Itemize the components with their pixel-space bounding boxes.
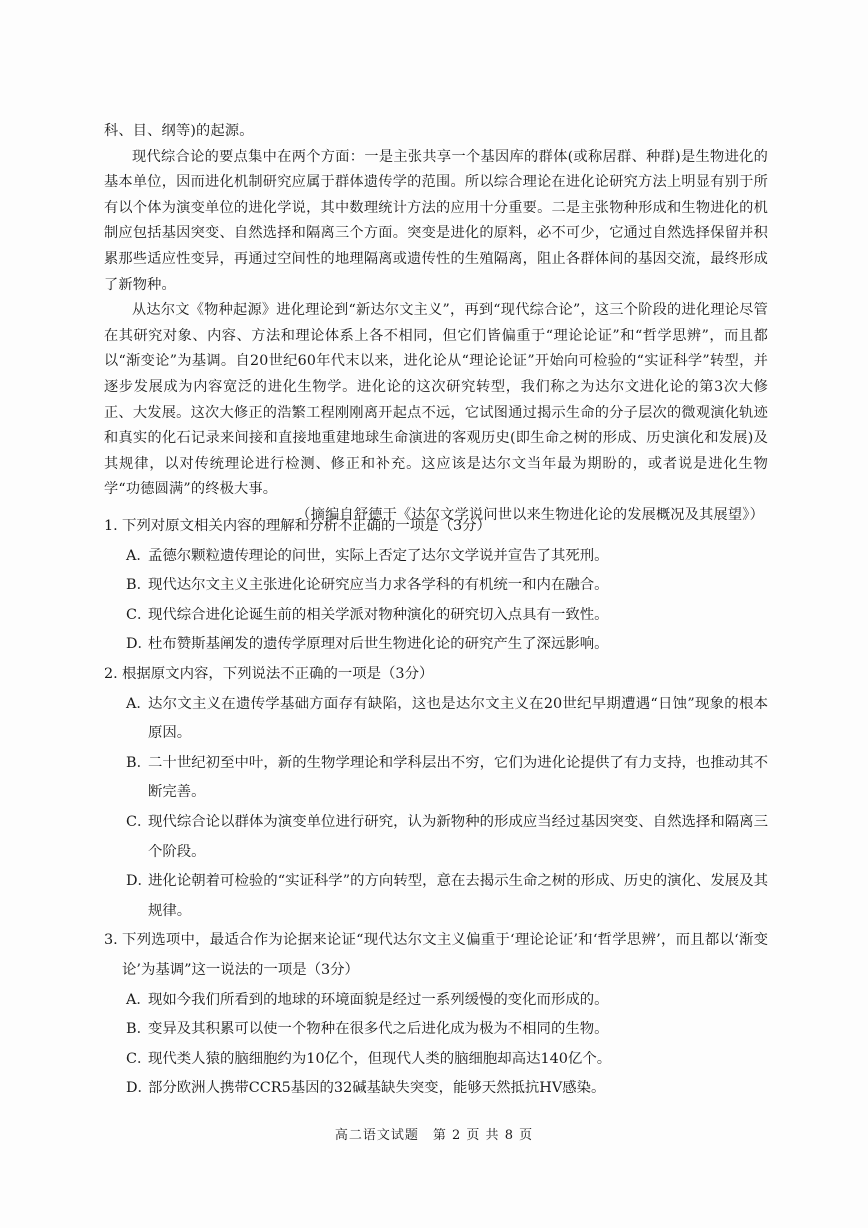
- question-number: 3.: [104, 932, 118, 949]
- option-letter: D．: [126, 1080, 152, 1097]
- option-text: 部分欧洲人携带CCR5基因的32碱基缺失突变，能够天然抵抗HV感染。: [148, 1080, 606, 1097]
- option-text: 进化论朝着可检验的“实证科学”的方向转型，意在去揭示生命之树的形成、历史的演化、发展及其规律。: [148, 873, 768, 919]
- question-stem: [104, 926, 768, 985]
- option-letter: D．: [126, 873, 152, 890]
- question-2: [104, 660, 768, 926]
- passage-paragraph: 从达尔文《物种起源》进化理论到“新达尔文主义”，再到“现代综合论”，这三个阶段的进化理论尽管在其研究对象、内容、方法和理论体系上各不相同，但它们皆偏重于“理论论证”和“哲学思辨”，而且都以“渐变论”为基调。自20世纪60年代末以来，进化论从“理论论证”开始向可检验的“实证科学”转型，并逐步发展成为内容宽泛的进化生物学。进化论的这次研究转型，我们称之为达尔文进化论的第3次大修正、大发展。这次大修正的浩繁工程刚刚离开起点不远，它试图通过揭示生命的分子层次的微观演化轨迹和真实的化石记录来间接和直接地重建地球生命演进的客观历史(即生命之树的形成、历史演化和发展)及其规律，以对传统理论进行检测、修正和补充。这应该是达尔文当年最为期盼的，或者说是进化生物学“功德圆满”的终极大事。: [104, 302, 768, 498]
- option-letter: A．: [126, 695, 151, 712]
- option-text: 现代类人猿的脑细胞约为10亿个，但现代人类的脑细胞却高达140亿个。: [148, 1050, 612, 1067]
- question-stem: [104, 660, 768, 690]
- passage-paragraph: 科、目、纲等)的起源。: [104, 123, 254, 139]
- option-b: [104, 1015, 768, 1045]
- question-1: [104, 512, 768, 660]
- option-letter: B．: [126, 754, 151, 771]
- option-d: [104, 630, 768, 660]
- option-text: 变异及其积累可以使一个物种在很多代之后进化成为极为不相同的生物。: [148, 1021, 609, 1038]
- option-d: [104, 1074, 768, 1104]
- option-letter: A．: [126, 547, 151, 564]
- question-text: 下列选项中，最适合作为论据来论证“现代达尔文主义偏重于‘理论论证’和‘哲学思辨’，而且都以‘渐变论’为基调”这一说法的一项是（3分）: [122, 932, 768, 978]
- page-footer: 高二语文试题 第 2 页 共 8 页: [334, 1128, 534, 1143]
- option-a: [104, 986, 768, 1016]
- passage-paragraph: 现代综合论的要点集中在两个方面：一是主张共享一个基因库的群体(或称居群、种群)是生物进化的基本单位，因而进化机制研究应属于群体遗传学的范围。所以综合理论在进化论研究方法上明显有别于所有以个体为演变单位的进化学说，其中数理统计方法的应用十分重要。二是主张物种形成和生物进化的机制应包括基因突变、自然选择和隔离三个方面。突变是进化的原料，必不可少，它通过自然选择保留并积累那些适应性变异，再通过空间性的地理隔离或遗传性的生殖隔离，阻止各群体间的基因交流，最终形成了新物种。: [104, 148, 768, 293]
- option-text: 二十世纪初至中叶，新的生物学理论和学科层出不穷，它们为进化论提供了有力支持，也推动其不断完善。: [148, 754, 768, 801]
- question-list: [104, 512, 768, 1104]
- question-number: 2.: [104, 665, 118, 682]
- option-d: [104, 867, 768, 926]
- question-text: 根据原文内容，下列说法不正确的一项是（3分）: [122, 665, 434, 682]
- option-a: [104, 542, 768, 572]
- option-c: [104, 601, 768, 631]
- question-3: [104, 926, 768, 1104]
- option-b: [104, 571, 768, 601]
- option-text: 现代综合进化论诞生前的相关学派对物种演化的研究切入点具有一致性。: [148, 606, 609, 623]
- question-text: 下列对原文相关内容的理解和分析不正确的一项是（3分）: [122, 518, 491, 534]
- option-letter: C．: [126, 606, 152, 623]
- option-a: [104, 690, 768, 749]
- question-number: 1.: [104, 518, 118, 534]
- option-letter: B．: [126, 577, 151, 594]
- question-stem: [104, 512, 768, 542]
- option-text: 现如今我们所看到的地球的环境面貌是经过一系列缓慢的变化而形成的。: [148, 991, 609, 1008]
- option-letter: D．: [126, 636, 152, 653]
- option-letter: C．: [126, 813, 152, 830]
- option-text: 孟德尔颗粒遗传理论的问世，实际上否定了达尔文学说并宣告了其死刑。: [148, 547, 609, 564]
- option-text: 现代达尔文主义主张进化论研究应当力求各学科的有机统一和内在融合。: [148, 577, 609, 594]
- option-letter: C．: [126, 1050, 152, 1067]
- option-text: 达尔文主义在遗传学基础方面存有缺陷，这也是达尔文主义在20世纪早期遭遇“日蚀”现象的根本原因。: [148, 695, 768, 742]
- option-text: 杜布赞斯基阐发的遗传学原理对后世生物进化论的研究产生了深远影响。: [148, 636, 609, 653]
- option-letter: B．: [126, 1021, 151, 1038]
- reading-passage: [104, 119, 768, 529]
- option-letter: A．: [126, 991, 151, 1008]
- option-text: 现代综合论以群体为演变单位进行研究，认为新物种的形成应当经过基因突变、自然选择和隔离三个阶段。: [148, 813, 768, 860]
- passage-source: （摘编自舒德干《达尔文学说问世以来生物进化论的发展概况及其展望》）: [296, 506, 764, 523]
- option-c: [104, 808, 768, 867]
- option-b: [104, 749, 768, 808]
- option-c: [104, 1045, 768, 1075]
